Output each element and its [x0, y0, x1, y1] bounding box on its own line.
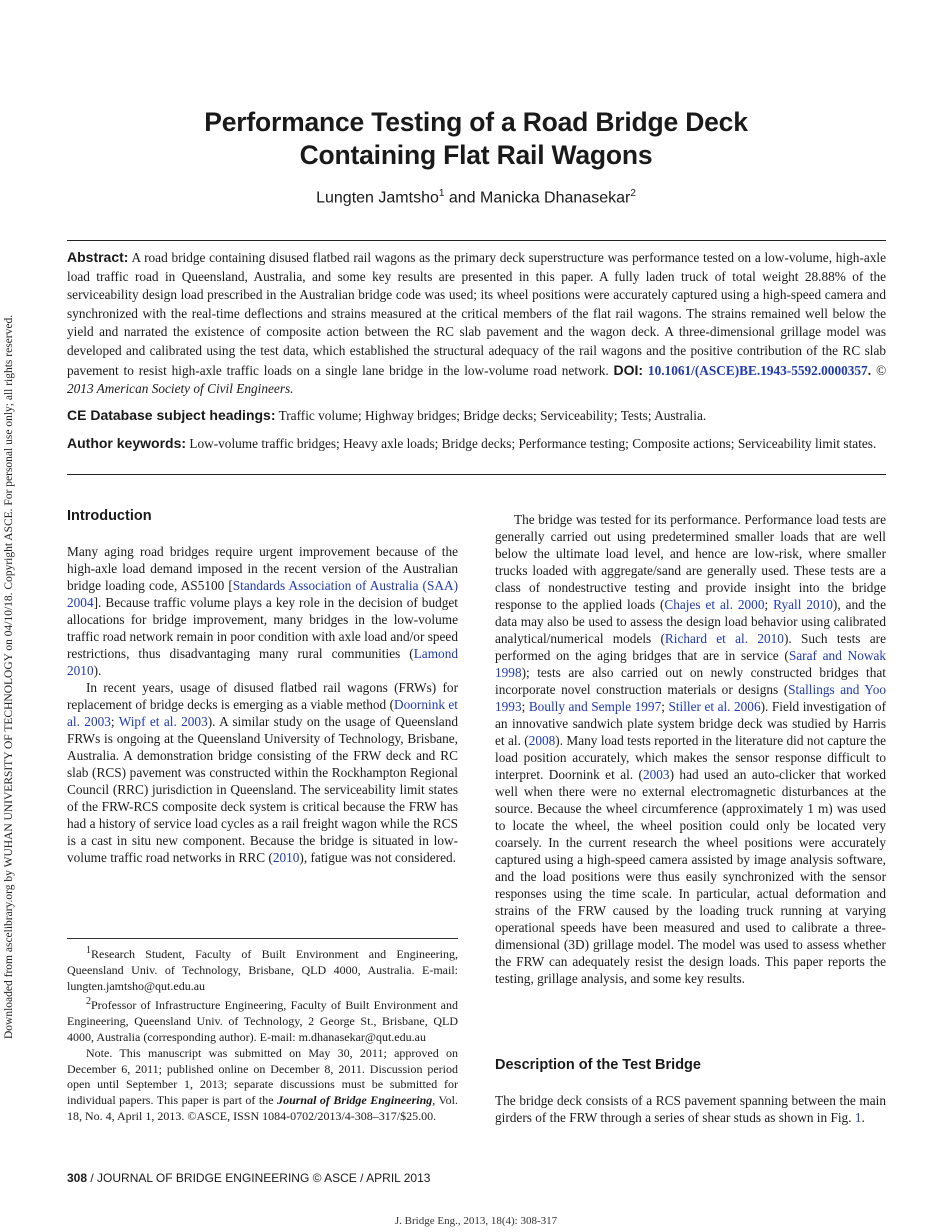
bottom-citation: J. Bridge Eng., 2013, 18(4): 308-317	[394, 1215, 558, 1227]
abstract-top-rule	[67, 240, 886, 241]
doi-label: DOI:	[613, 361, 644, 378]
footnote-text: Professor of Infrastructure Engineering, Faculty of Built Environment and Engineering, Queensland Univ. of Technology, 2 George St., Brisbane, QLD 4000, Australia (corresponding author). E-mail: m.dhanasekar@qut.edu.au	[67, 998, 458, 1044]
abstract-text: A road bridge containing disused flatbed rail wagons as the primary deck superstructure was performance tested on a low-volume, high-axle load traffic road in Queensland, Australia, and some key results are presented in this paper. A fully laden truck of total weight 28.88% of the serviceability design load prescribed in the Australian bridge code was used; its wheel positions were accurately captured using a high-speed camera and synchronized with the real-time deflections and strains measured at the critical members of the flat rail wagons. The strains remained well below the yield and narrated the existence of composite action between the RC slab pavement and the wagon deck. A three-dimensional grillage model was developed and calibrated using the test data, which established the structural adequacy of the rail wagons and the positive contribution of the RC slab pavement to resist high-axle traffic loads on a single lane bridge in the low-volume road network.	[67, 250, 886, 378]
journal-footer: / JOURNAL OF BRIDGE ENGINEERING © ASCE / APRIL 2013	[87, 1171, 431, 1185]
citation-link[interactable]: 2003	[642, 767, 670, 782]
note-text: , Vol. 18, No. 4, April 1, 2013. ©ASCE, ISSN 1084-0702/2013/4-308–317/$25.00.	[67, 1093, 459, 1123]
citation-link[interactable]: 2010	[272, 850, 300, 865]
text-run: ). Many load tests reported in the literature did not capture the load position accurately, which makes the sensor response difficult to interpret. Doornink et al. (	[495, 733, 886, 782]
left-column	[67, 508, 458, 866]
keywords-label: Author keywords:	[67, 435, 187, 451]
journal-name: Journal of Bridge Engineering	[277, 1093, 433, 1108]
submission-note	[67, 1046, 458, 1125]
author-line	[60, 188, 892, 207]
citation-link[interactable]: Stiller et al. 2006	[668, 699, 761, 714]
footnote-marker: 1	[86, 945, 91, 956]
paper-title	[60, 106, 892, 172]
abstract	[67, 248, 886, 399]
page-footer	[67, 1171, 430, 1185]
author-1: Lungten Jamtsho	[316, 189, 439, 207]
download-notice: Downloaded from ascelibrary.org by WUHAN UNIVERSITY OF TECHNOLOGY on 04/10/18. Copyright ASCE. For personal use only; all rights reserved.	[3, 314, 15, 1039]
citation-link[interactable]: Boully and Semple 1997	[528, 699, 662, 714]
citation-link[interactable]: Saraf and Nowak 1998	[495, 648, 886, 680]
figure-link[interactable]: 1	[854, 1110, 862, 1125]
text-run: ), and the data may also be used to assess the design load behavior using calibrated analytical/numerical models (	[495, 597, 886, 646]
text-run: The bridge deck consists of a RCS pavement spanning between the main girders of the FRW through a series of shear studs as shown in Fig.	[495, 1093, 886, 1125]
text-run: ;	[521, 699, 529, 714]
subject-text: Traffic volume; Highway bridges; Bridge decks; Serviceability; Tests; Australia.	[275, 408, 707, 423]
citation-link[interactable]: Lamond 2010	[67, 646, 458, 678]
text-run: Many aging road bridges require urgent improvement because of the high-axle load demand imposed in the recent version of the Australian bridge loading code, AS5100 [	[67, 544, 458, 593]
citation-link[interactable]: Richard et al. 2010	[664, 631, 784, 646]
description-heading: Description of the Test Bridge	[495, 1057, 701, 1073]
introduction-heading: Introduction	[67, 508, 152, 524]
keywords-text: Low-volume traffic bridges; Heavy axle loads; Bridge decks; Performance testing; Composite actions; Serviceability limit states.	[186, 436, 877, 451]
author-keywords	[67, 434, 886, 454]
right-column	[495, 511, 886, 987]
footnote-2	[67, 994, 458, 1045]
text-run: ); tests are also carried out on newly constructed bridges that incorporate novel construction materials or designs (	[495, 665, 886, 697]
doi-end: .	[867, 362, 872, 378]
title-line-2: Containing Flat Rail Wagons	[299, 140, 653, 170]
citation-link[interactable]: Wipf et al. 2003	[118, 714, 208, 729]
intro-paragraph-1	[67, 543, 458, 679]
footnote-marker: 2	[86, 996, 91, 1008]
footnote-text: Research Student, Faculty of Built Environment and Engineering, Queensland Univ. of Technology, Brisbane, QLD 4000, Australia. E-mail: lungten.jamtsho@qut.edu.au	[67, 947, 458, 993]
subject-label: CE Database subject headings:	[67, 407, 276, 423]
author-separator: and	[444, 189, 481, 207]
text-run: ]. Because traffic volume plays a key role in the decision of budget allocations for bridge improvement, many bridges in the low-volume traffic road network remain in poor condition with axle load and/or speed restrictions, thus disadvantaging many rural communities (	[67, 595, 458, 661]
abstract-bottom-rule	[67, 474, 886, 475]
text-run: ). Field investigation of an innovative sandwich plate system bridge deck was studied by Harris et al. (	[495, 699, 886, 748]
text-run: ;	[661, 699, 669, 714]
text-run: ;	[110, 714, 119, 729]
text-run: ). A similar study on the usage of Queensland FRWs is ongoing at the Queensland University of Technology, Brisbane, Australia. A demonstration bridge consisting of the FRW deck and RC slab (RCS) pavement was constructed within the Rockhampton Regional Council (RRC) jurisdiction in Queensland. The serviceability limit states of the FRW-RCS composite deck system is critical because the FRW has had a history of service load cycles as a rail freight wagon while the RCS is a cast in situ new component. Because the bridge is situated in low-volume traffic road networks in RRC (	[67, 714, 458, 865]
description-section	[495, 1057, 886, 1126]
citation-link[interactable]: 2008	[528, 733, 556, 748]
doi-link[interactable]: 10.1061/(ASCE)BE.1943-5592.0000357	[647, 362, 868, 378]
text-run: ), fatigue was not considered.	[299, 850, 456, 865]
footnote-1	[67, 943, 458, 994]
text-run: ).	[93, 663, 102, 678]
text-run: In recent years, usage of disused flatbed rail wagons (FRWs) for replacement of bridge decks is emerging as a viable method (	[67, 680, 458, 712]
abstract-label: Abstract:	[67, 249, 129, 265]
author-2-affil: 2	[630, 188, 636, 199]
author-2: Manicka Dhanasekar	[480, 189, 631, 207]
author-1-affil: 1	[438, 188, 445, 199]
page-number: 308	[67, 1171, 88, 1185]
citation-link[interactable]: Chajes et al. 2000	[664, 597, 765, 612]
citation-link[interactable]: Stallings and Yoo 1993	[495, 682, 887, 714]
text-run: ) had used an auto-clicker that worked well when there were no external electromagnetic disturbances at the source. Because the wheel circumference (approximately 1 m) was used to locate the wheel, the wheel position could only be located very coarsely. In the current research the wheel positions were accurately captured using a high-speed camera assisted by image analysis software, and the load positions were thus easily synchronized with the sensor responses using the time scale. In particular, actual deformation and strains of the FRW caused by the loading truck running at varying operational speeds have been measured and used to calibrate a three-dimensional (3D) grillage model. The model was used to assess whether the FRW can adequately resist the design loads. This paper reports the testing, grillage analysis, and some key results.	[495, 767, 886, 986]
note-text: Note. This manuscript was submitted on May 30, 2011; approved on December 6, 2011; published online on December 8, 2011. Discussion period open until September 1, 2013; separate discussions must be submitted for individual papers. This paper is part of the	[67, 1045, 458, 1108]
citation-link[interactable]: Ryall 2010	[773, 597, 833, 612]
copyright: © 2013 American Society of Civil Engineers.	[67, 362, 886, 397]
subject-headings	[67, 406, 886, 426]
footnotes	[67, 943, 458, 1125]
footnote-rule	[67, 938, 458, 939]
text-run: ). Such tests are performed on the aging bridges that are in service (	[495, 631, 886, 663]
title-line-1: Performance Testing of a Road Bridge Deck	[204, 107, 748, 137]
citation-link[interactable]: Standards Association of Australia (SAA) 2004	[67, 578, 458, 610]
intro-paragraph-2	[67, 679, 458, 866]
text-run: .	[861, 1110, 865, 1125]
text-run: The bridge was tested for its performance. Performance load tests are generally carried out using predetermined smaller loads that are well below the ultimate load level, and hence are low-risk, where smaller trucks loaded with aggregate/sand are generally used. These tests are a class of nondestructive testing and provide insight into the bridge response to the applied loads (	[495, 512, 886, 612]
description-paragraph	[495, 1092, 886, 1126]
citation-link[interactable]: Doornink et al. 2003	[67, 697, 459, 729]
text-run: ;	[764, 597, 774, 612]
right-paragraph-1	[495, 511, 886, 987]
